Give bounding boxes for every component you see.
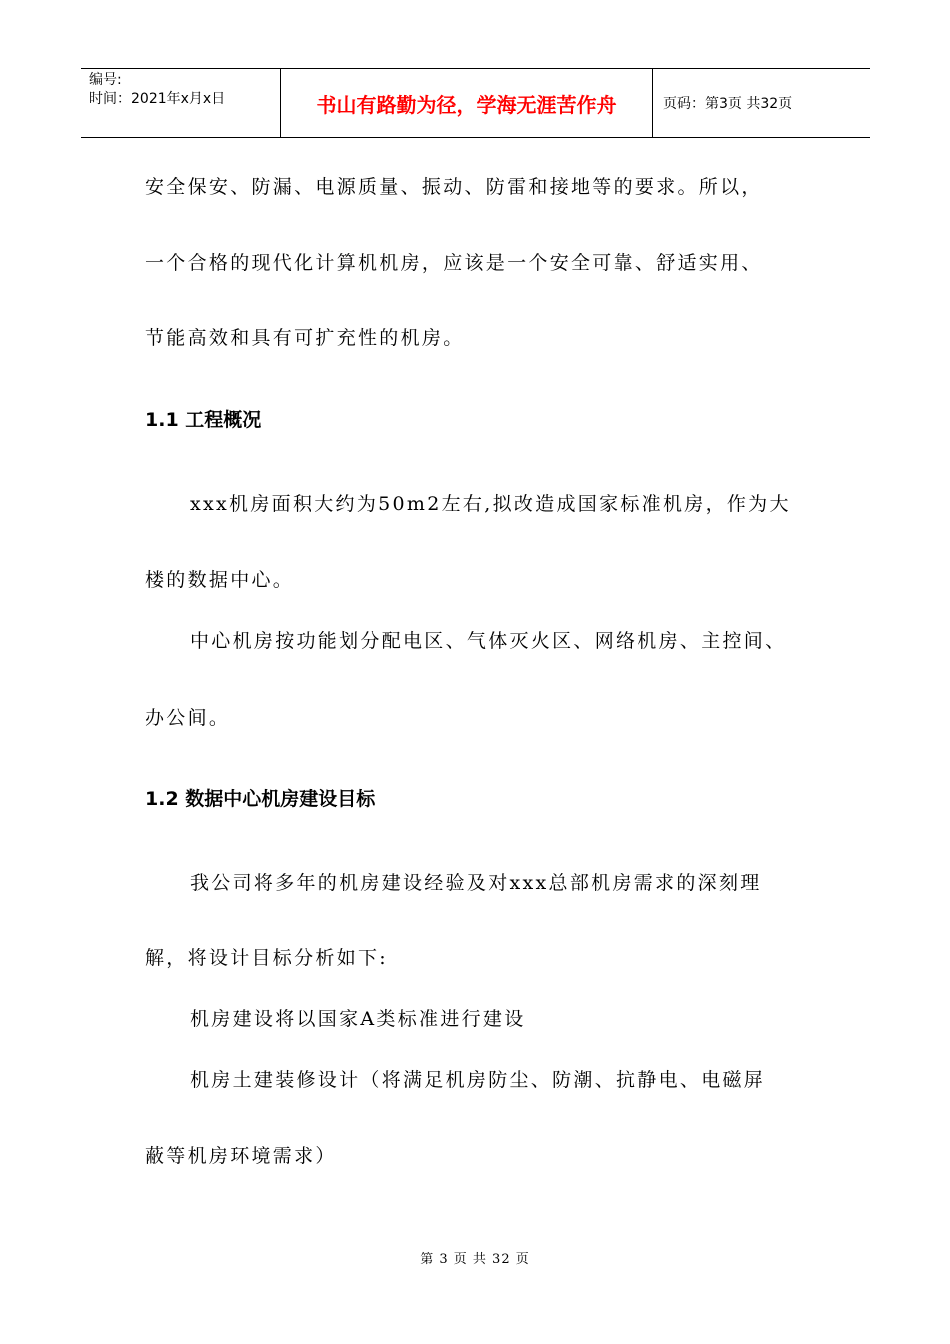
paragraph-line: 楼的数据中心。 — [145, 569, 295, 591]
paragraph-line: 机房建设将以国家A类标准进行建设 — [190, 1008, 526, 1030]
header-motto: 书山有路勤为径，学海无涯苦作舟 — [281, 69, 653, 137]
section-heading-1-2: 1.2 数据中心机房建设目标 — [145, 788, 376, 810]
page-header — [81, 68, 870, 138]
paragraph-line: 安全保安、防漏、电源质量、振动、防雷和接地等的要求。所以， — [145, 176, 763, 198]
paragraph-line: 节能高效和具有可扩充性的机房。 — [145, 327, 465, 349]
page-footer: 第 3 页 共 32 页 — [420, 1252, 530, 1267]
paragraph-line: 我公司将多年的机房建设经验及对xxx总部机房需求的深刻理 — [190, 872, 762, 894]
header-meta — [81, 69, 281, 137]
section-heading-1-1: 1.1 工程概况 — [145, 409, 262, 431]
paragraph-line: 中心机房按功能划分配电区、气体灭火区、网络机房、主控间、 — [190, 630, 787, 652]
paragraph-line: 机房土建装修设计（将满足机房防尘、防潮、抗静电、电磁屏 — [190, 1069, 766, 1091]
paragraph-line: 解，将设计目标分析如下: — [145, 947, 389, 969]
paragraph-line: xxx机房面积大约为50m2左右,拟改造成国家标准机房，作为大 — [190, 493, 791, 515]
time-label: 时间：2021年x月x日 — [89, 91, 226, 107]
number-label: 编号: — [89, 72, 122, 88]
paragraph-line: 办公间。 — [145, 707, 231, 729]
paragraph-line: 一个合格的现代化计算机机房，应该是一个安全可靠、舒适实用、 — [145, 252, 763, 274]
paragraph-line: 蔽等机房环境需求） — [145, 1145, 337, 1167]
header-page-info: 页码：第3页 共32页 — [663, 96, 793, 112]
